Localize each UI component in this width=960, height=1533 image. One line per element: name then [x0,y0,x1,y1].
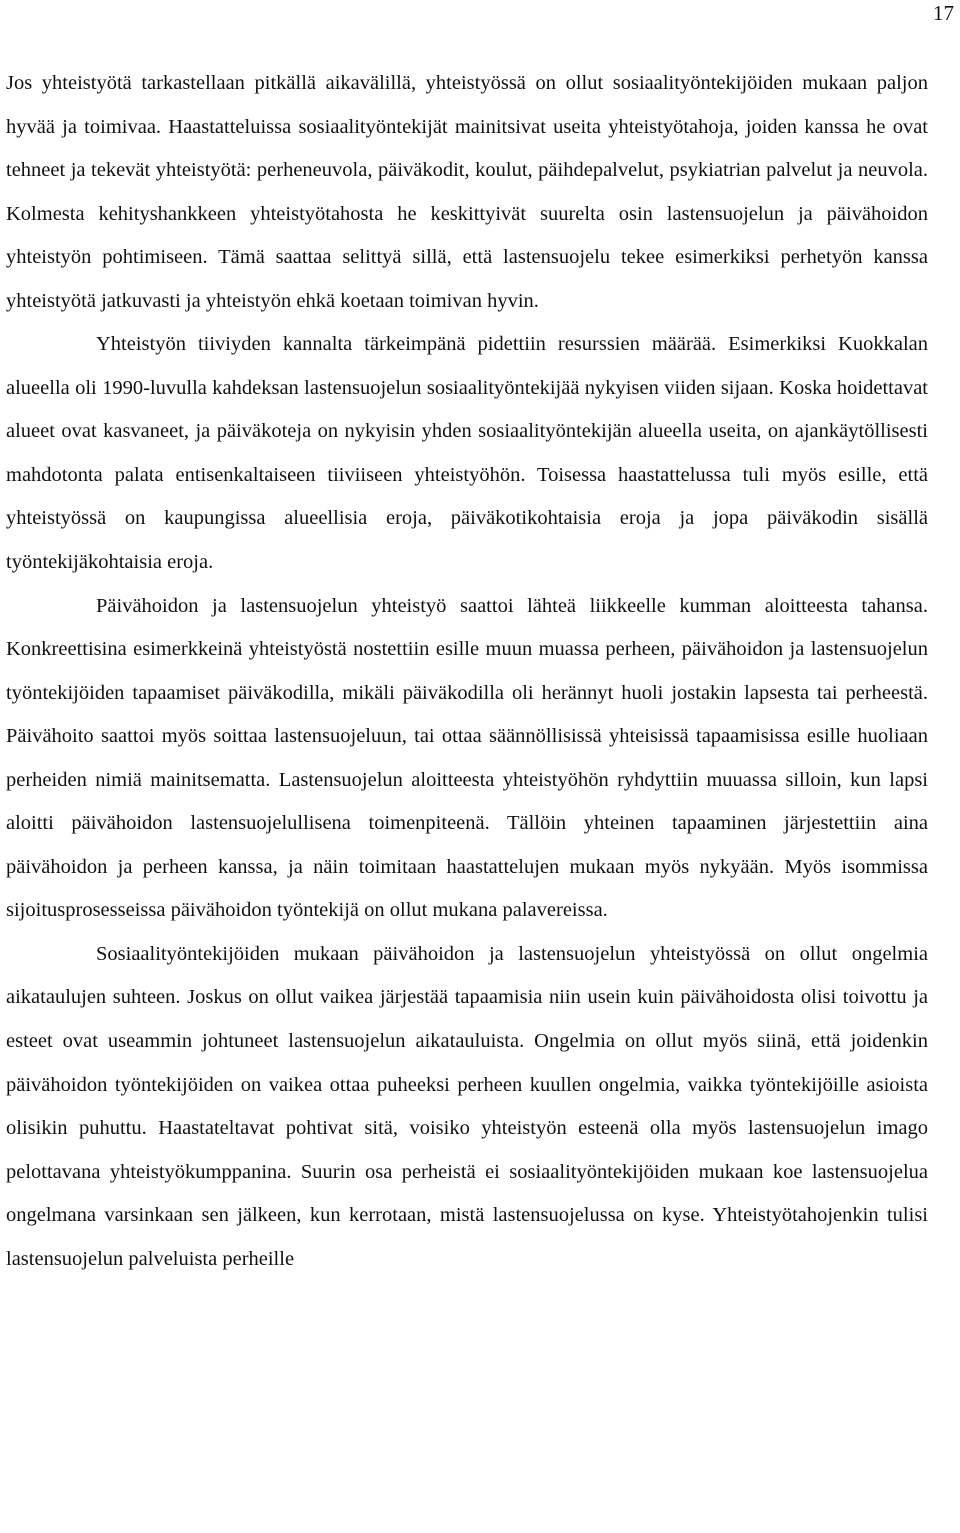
paragraph-4: Sosiaalityöntekijöiden mukaan päivähoidon ja lastensuojelun yhteistyössä on ollut ongelmia aikataulujen suhteen. Joskus on ollut vaikea järjestää tapaamisia niin usein kuin päivähoidosta olisi toivottu ja esteet ovat useammin johtuneet lastensuojelun aikatauluista. Ongelmia on ollut myös siinä, että joidenkin päivähoidon työntekijöiden on vaikea ottaa puheeksi perheen kuullen ongelmia, vaikka työntekijöille asioista olisikin puhuttu. Haastateltavat pohtivat sitä, voisiko yhteistyön esteenä olla myös lastensuojelun imago pelottavana yhteistyökumppanina. Suurin osa perheistä ei sosiaalityöntekijöiden mukaan koe lastensuojelua ongelmana varsinkaan sen jälkeen, kun kerrotaan, mistä lastensuojelussa on kyse. Yhteistyötahojenkin tulisi lastensuojelun palveluista perheille [6,942,928,1270]
document-body [6,62,928,1281]
paragraph-1: Jos yhteistyötä tarkastellaan pitkällä aikavälillä, yhteistyössä on ollut sosiaalityöntekijöiden mukaan paljon hyvää ja toimivaa. Haastatteluissa sosiaalityöntekijät mainitsivat useita yhteistyötahoja, joiden kanssa he ovat tehneet ja tekevät yhteistyötä: perheneuvola, päiväkodit, koulut, päihdepalvelut, psykiatrian palvelut ja neuvola. Kolmesta kehityshankkeen yhteistyötahosta he keskittyivät suurelta osin lastensuojelun ja päivähoidon yhteistyön pohtimiseen. Tämä saattaa selittyä sillä, että lastensuojelu tekee esimerkiksi perhetyön kanssa yhteistyötä jatkuvasti ja yhteistyön ehkä koetaan toimivan hyvin. [6,72,928,312]
paragraph-3: Päivähoidon ja lastensuojelun yhteistyö saattoi lähteä liikkeelle kumman aloitteesta tahansa. Konkreettisina esimerkkeinä yhteistyöstä nostettiin esille muun muassa perheen, päivähoidon ja lastensuojelun työntekijöiden tapaamiset päiväkodilla, mikäli päiväkodilla oli herännyt huoli jostakin lapsesta tai perheestä. Päivähoito saattoi myös soittaa lastensuojeluun, tai ottaa säännöllisissä yhteisissä tapaamisissa esille huoliaan perheiden nimiä mainitsematta. Lastensuojelun aloitteesta yhteistyöhön ryhdyttiin muuassa silloin, kun lapsi aloitti päivähoidon lastensuojelullisena toimenpiteenä. Tällöin yhteinen tapaaminen järjestettiin aina päivähoidon ja perheen kanssa, ja näin toimitaan haastattelujen mukaan myös nykyään. Myös isommissa sijoitusprosesseissa päivähoidon työntekijä on ollut mukana palavereissa. [6,594,928,922]
page-number: 17 [933,1,954,25]
paragraph-2: Yhteistyön tiiviyden kannalta tärkeimpänä pidettiin resurssien määrää. Esimerkiksi Kuokkalan alueella oli 1990-luvulla kahdeksan lastensuojelun sosiaalityöntekijää nykyisen viiden sijaan. Koska hoidettavat alueet ovat kasvaneet, ja päiväkoteja on nykyisin yhden sosiaalityöntekijän alueella useita, on ajankäytöllisesti mahdotonta palata entisenkaltaiseen tiiviiseen yhteistyöhön. Toisessa haastattelussa tuli myös esille, että yhteistyössä on kaupungissa alueellisia eroja, päiväkotikohtaisia eroja ja jopa päiväkodin sisällä työntekijäkohtaisia eroja. [6,333,928,574]
